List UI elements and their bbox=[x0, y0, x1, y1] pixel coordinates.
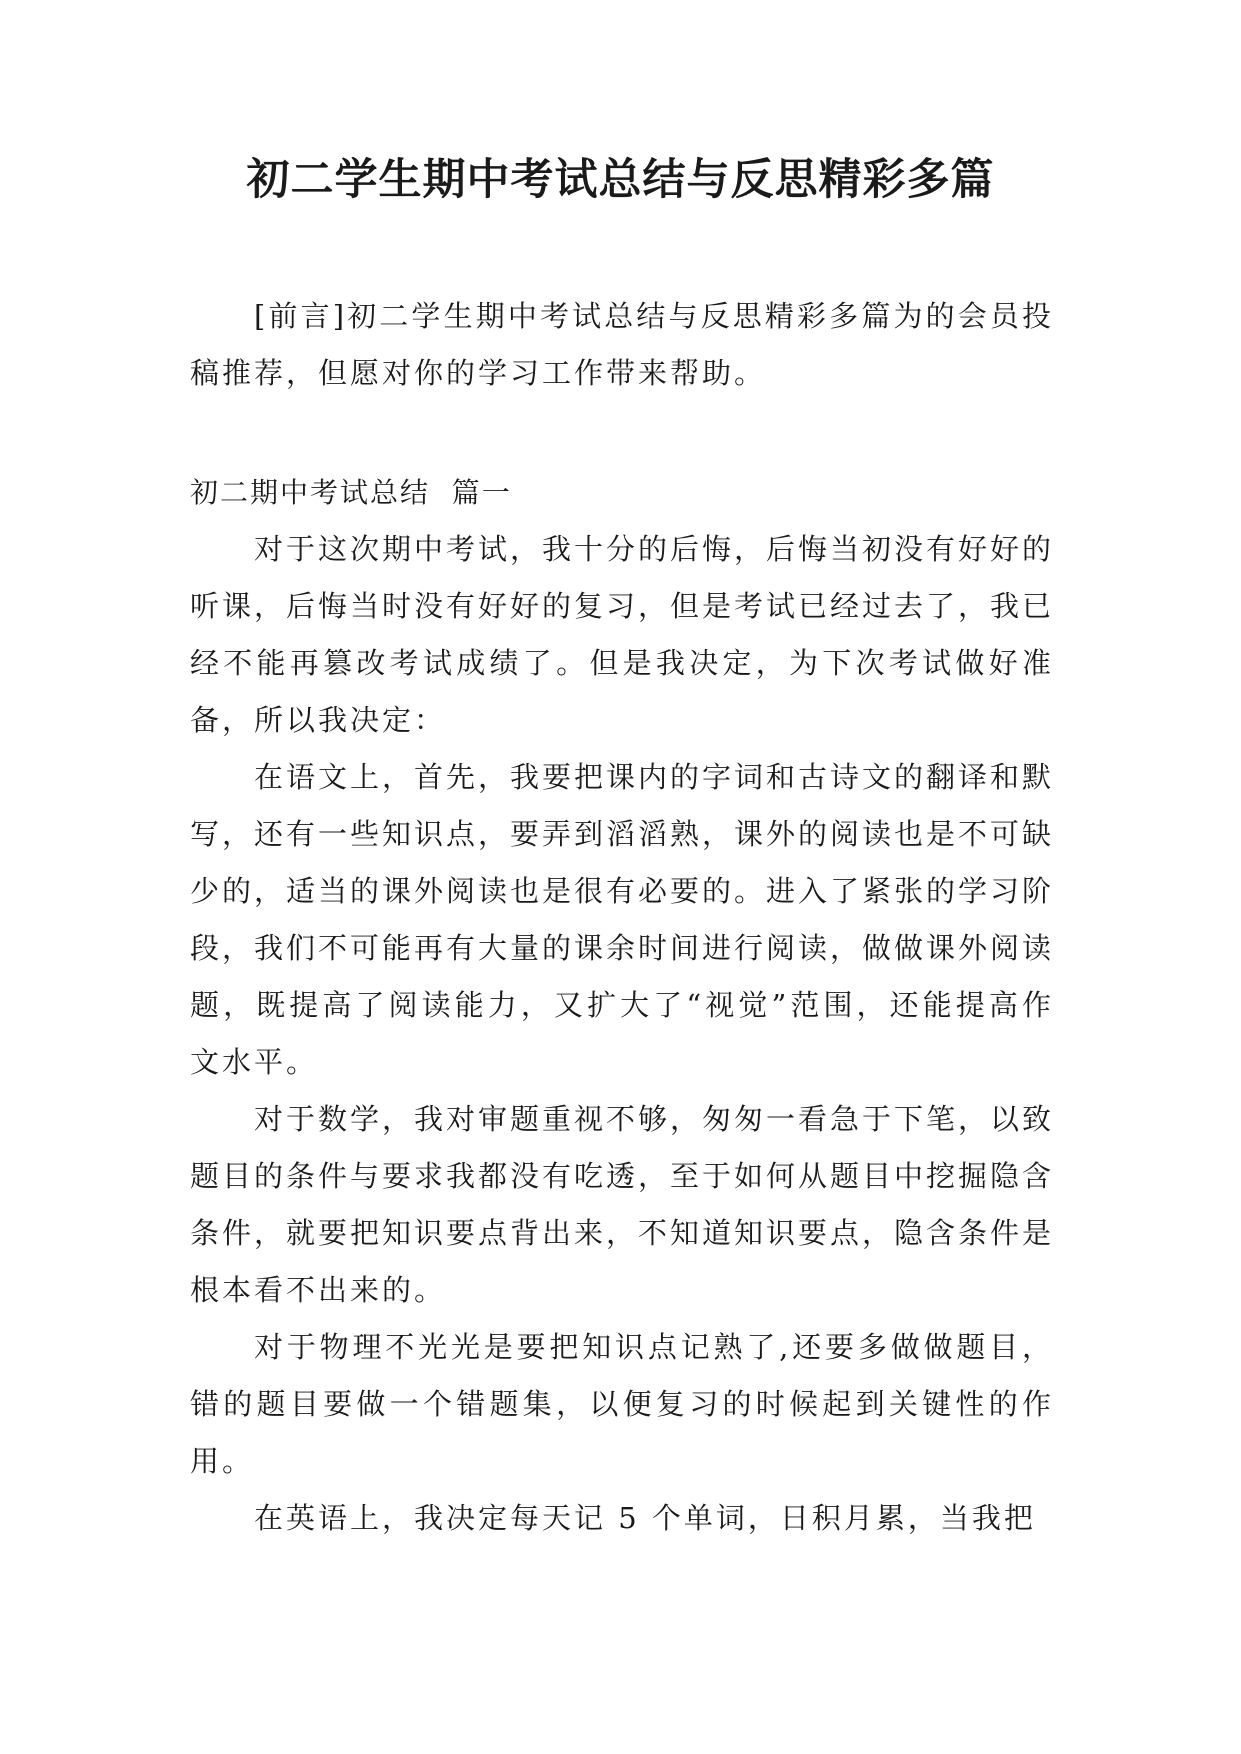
document-title: 初二学生期中考试总结与反思精彩多篇 bbox=[246, 155, 995, 205]
preface-block bbox=[190, 288, 1054, 402]
paragraph: 对于数学，我对审题重视不够，匆匆一看急于下笔，以致题目的条件与要求我都没有吃透，至于如何从题目中挖掘隐含条件，就要把知识要点背出来，不知道知识要点，隐含条件是根本看不出来的。 bbox=[190, 1102, 1055, 1307]
paragraph: 对于这次期中考试，我十分的后悔，后悔当初没有好好的听课，后悔当时没有好好的复习，但是考试已经过去了，我已经不能再篡改考试成绩了。但是我决定，为下次考试做好准备，所以我决定： bbox=[190, 532, 1055, 737]
preface-paragraph: [前言]初二学生期中考试总结与反思精彩多篇为的会员投稿推荐，但愿对你的学习工作带来帮助。 bbox=[190, 299, 1054, 390]
paragraph: 在英语上，我决定每天记 5 个单词，日积月累，当我把 bbox=[254, 1501, 1036, 1535]
section-heading: 初二期中考试总结 篇一 bbox=[190, 476, 512, 509]
paragraph: 在语文上，首先，我要把课内的字词和古诗文的翻译和默写，还有一些知识点，要弄到滔滔熟，课外的阅读也是不可缺少的，适当的课外阅读也是很有必要的。进入了紧张的学习阶段，我们不可能再有大量的课余时间进行阅读，做做课外阅读题，既提高了阅读能力，又扩大了“视觉”范围，还能提高作文水平。 bbox=[190, 760, 1055, 1079]
content-block bbox=[190, 521, 1054, 1547]
paragraph: 对于物理不光光是要把知识点记熟了,还要多做做题目，错的题目要做一个错题集，以便复习的时候起到关键性的作用。 bbox=[190, 1330, 1054, 1478]
